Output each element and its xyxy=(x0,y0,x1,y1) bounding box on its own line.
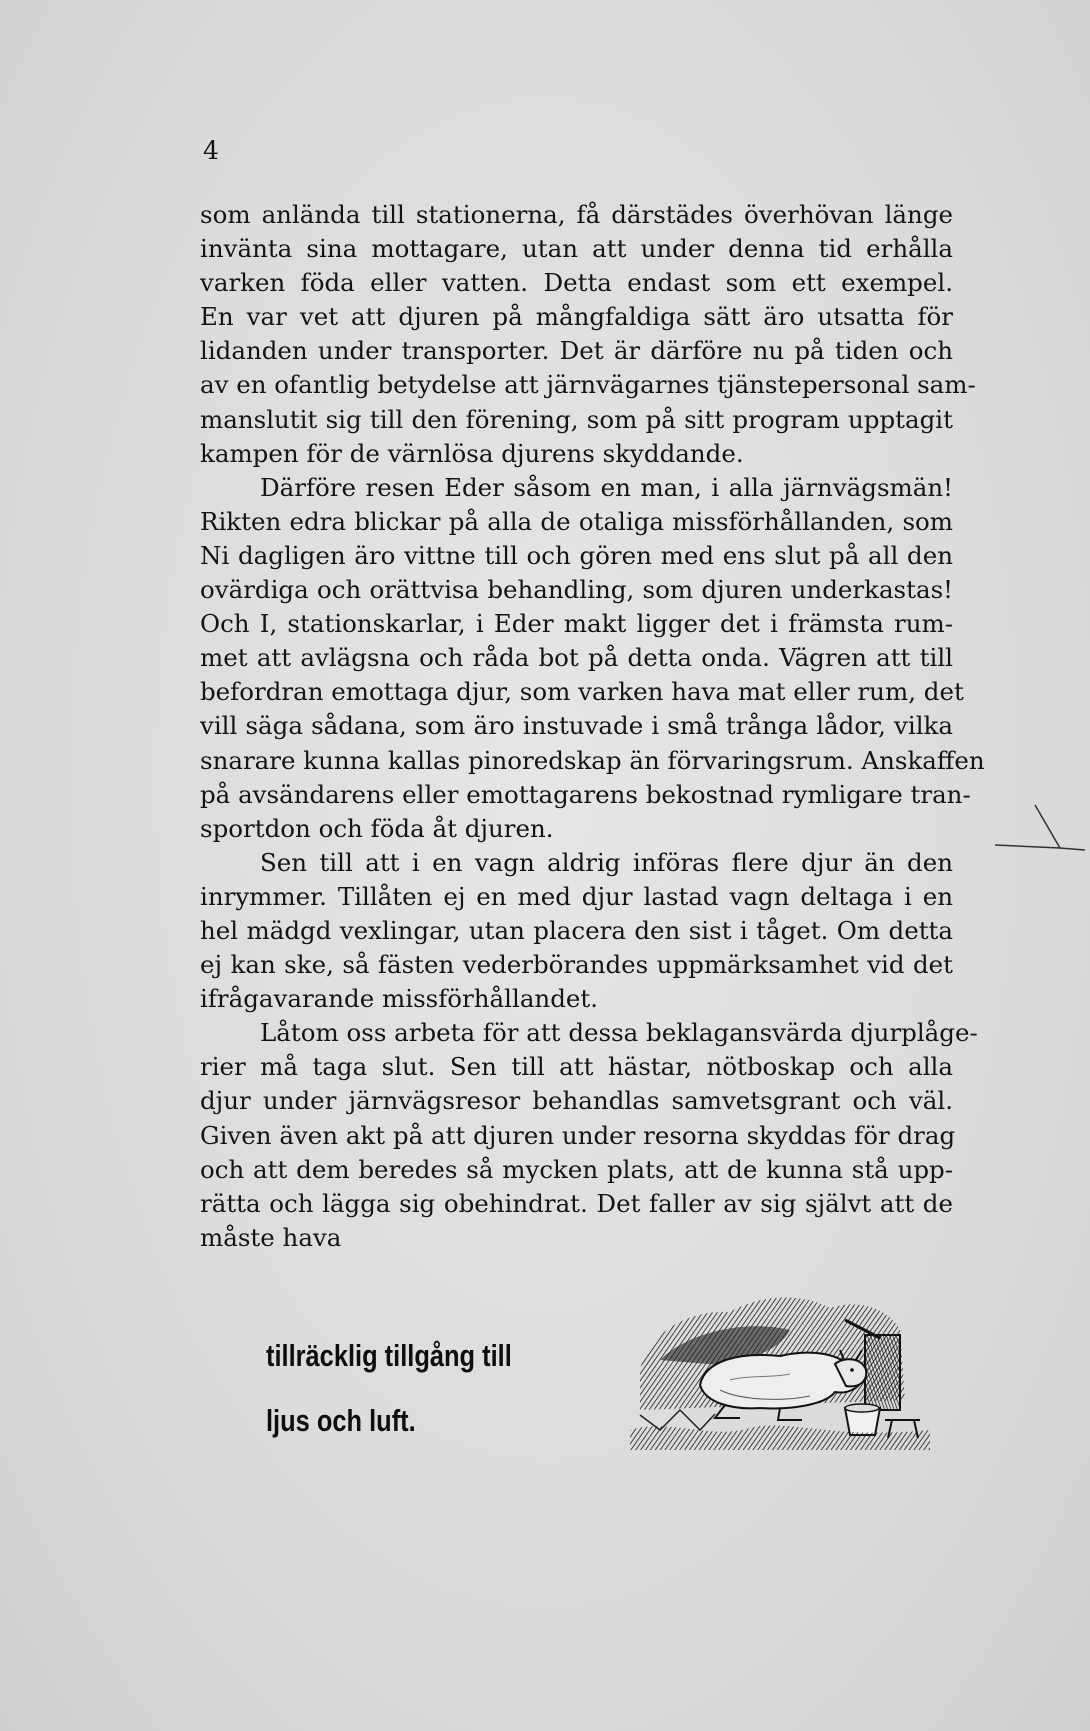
text-line: befordran emottaga djur, som varken hava mat eller rum, det xyxy=(200,677,964,707)
text-line: Och I, stationskarlar, i Eder makt ligger det i främsta rum- xyxy=(200,609,953,639)
text-line: En var vet att djuren på mångfaldiga sätt äro utsatta för xyxy=(200,302,953,332)
text-line: sportdon och föda åt djuren. xyxy=(200,813,554,843)
text-line: manslutit sig till den förening, som på sitt program upptagit xyxy=(200,404,953,434)
page-number: 4 xyxy=(203,136,219,165)
page-fold-mark xyxy=(990,800,1090,860)
text-line: Låtom oss arbeta för att dessa beklagansvärda djurplåge- xyxy=(260,1018,978,1048)
text-line: måste hava xyxy=(200,1222,342,1252)
text-line: invänta sina mottagare, utan att under denna tid erhålla xyxy=(200,234,953,264)
text-line: vill säga sådana, som äro instuvade i små trånga lådor, vilka xyxy=(200,711,953,741)
slogan-line-2: ljus och luft. xyxy=(266,1403,416,1438)
text-line: djur under järnvägsresor behandlas samvetsgrant och väl. xyxy=(200,1086,953,1116)
text-line: lidanden under transporter. Det är därföre nu på tiden och xyxy=(200,336,953,366)
text-line: Ni dagligen äro vittne till och gören med ens slut på all den xyxy=(200,540,953,570)
text-line: av en ofantlig betydelse att järnvägarnes tjänstepersonal sam- xyxy=(200,370,976,400)
slogan-line-1: tillräcklig tillgång till xyxy=(266,1338,512,1373)
text-line: inrymmer. Tillåten ej en med djur lastad vagn deltaga i en xyxy=(200,881,953,911)
body-text xyxy=(200,198,985,1255)
text-line: Sen till att i en vagn aldrig införas flere djur än den xyxy=(260,847,953,877)
text-line: hel mädgd vexlingar, utan placera den sist i tåget. Om detta xyxy=(200,915,953,945)
text-line: ovärdiga och orättvisa behandling, som djuren underkastas! xyxy=(200,575,953,605)
text-line: kampen för de värnlösa djurens skyddande. xyxy=(200,438,744,468)
text-line: met att avlägsna och råda bot på detta onda. Vägren att till xyxy=(200,643,953,673)
text-line: Rikten edra blickar på alla de otaliga missförhållanden, som xyxy=(200,506,953,536)
text-line: Därföre resen Eder såsom en man, i alla järnvägsmän! xyxy=(260,472,953,502)
text-line: på avsändarens eller emottagarens bekostnad rymligare tran- xyxy=(200,779,971,809)
text-line: som anlända till stationerna, få därstädes överhövan länge xyxy=(200,200,953,229)
text-line: varken föda eller vatten. Detta endast som ett exempel. xyxy=(200,268,953,298)
text-line: ej kan ske, så fästen vederbörandes uppmärksamhet vid det xyxy=(200,950,953,980)
cow-illustration xyxy=(630,1290,930,1450)
text-line: ifrågavarande missförhållandet. xyxy=(200,984,599,1014)
text-line: Given även akt på att djuren under resorna skyddas för drag xyxy=(200,1120,956,1150)
text-line: rier må taga slut. Sen till att hästar, nötboskap och alla xyxy=(200,1052,953,1082)
text-line: snarare kunna kallas pinoredskap än förvaringsrum. Anskaffen xyxy=(200,745,985,775)
text-line: och att dem beredes så mycken plats, att de kunna stå upp- xyxy=(200,1154,953,1184)
text-line: rätta och lägga sig obehindrat. Det faller av sig självt att de xyxy=(200,1188,953,1218)
